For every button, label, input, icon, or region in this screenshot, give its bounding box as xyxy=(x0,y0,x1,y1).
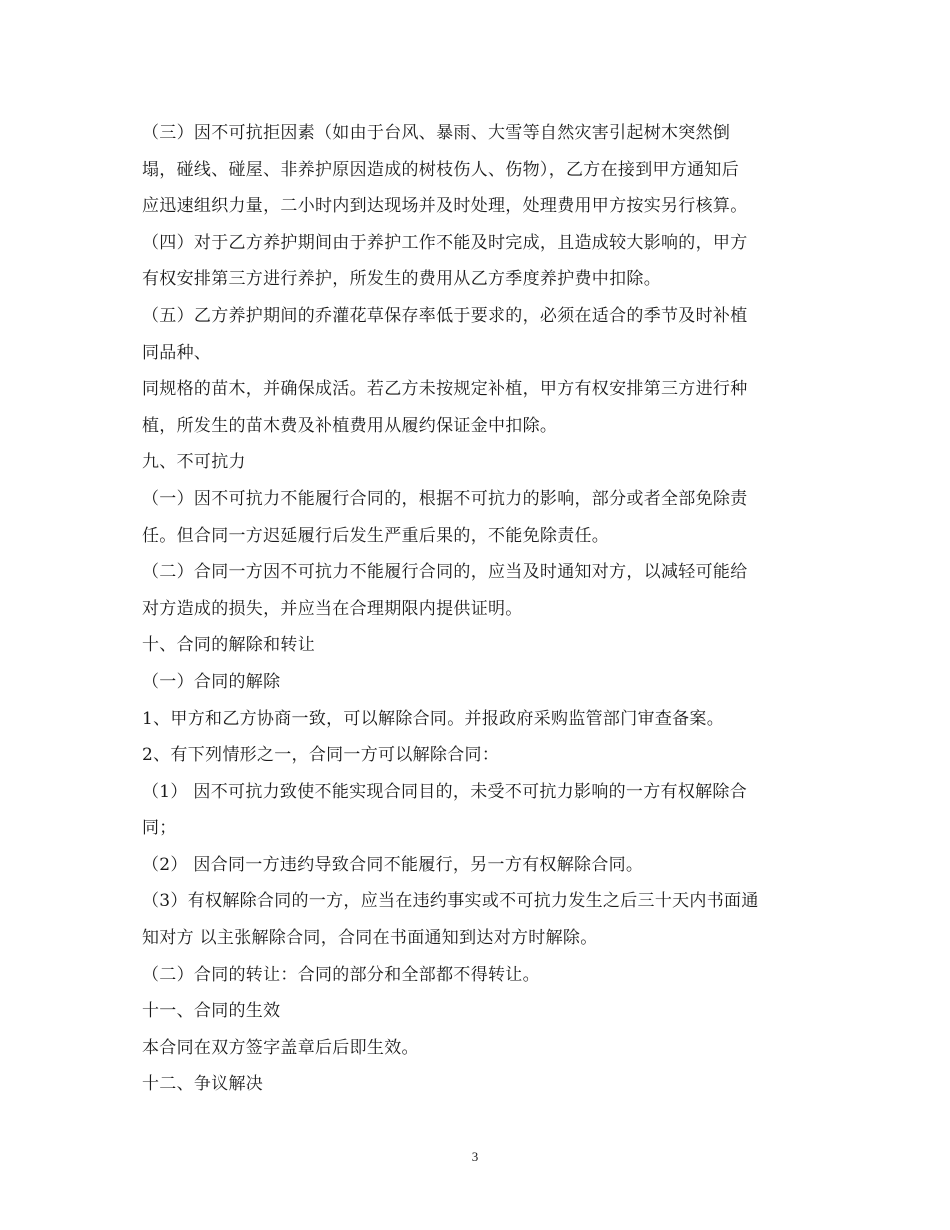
subsection-heading: （一）合同的解除 xyxy=(142,671,281,692)
text-line: 2、有下列情形之一，合同一方可以解除合同： xyxy=(142,745,500,766)
text-line: （一）因不可抗力不能履行合同的，根据不可抗力的影响，部分或者全部免除责 xyxy=(142,488,748,509)
text-line: 有权安排第三方进行养护，所发生的费用从乙方季度养护费中扣除。 xyxy=(142,269,661,290)
text-line: （二）合同一方因不可抗力不能履行合同的，应当及时通知对方，以减轻可能给 xyxy=(142,562,748,583)
text-line: 任。但合同一方迟延履行后发生严重后果的，不能免除责任。 xyxy=(142,525,610,546)
text-line: 对方造成的损失，并应当在合理期限内提供证明。 xyxy=(142,598,523,619)
page-number: 3 xyxy=(471,1149,479,1164)
text-line: 同规格的苗木，并确保成活。若乙方未按规定补植，甲方有权安排第三方进行种 xyxy=(142,379,748,400)
text-line: 塌，碰线、碰屋、非养护原因造成的树枝伤人、伤物），乙方在接到甲方通知后 xyxy=(142,159,739,180)
section-heading: 九、不可抗力 xyxy=(142,452,246,473)
text-line: 植，所发生的苗木费及补植费用从履约保证金中扣除。 xyxy=(142,415,558,436)
text-line: 同品种、 xyxy=(142,342,212,363)
section-heading: 十二、争议解决 xyxy=(142,1074,264,1095)
document-body xyxy=(142,115,812,1103)
text-line: （1） 因不可抗力致使不能实现合同目的，未受不可抗力影响的一方有权解除合 xyxy=(142,781,748,802)
text-line: （四）对于乙方养护期间由于养护工作不能及时完成，且造成较大影响的，甲方 xyxy=(142,232,748,253)
text-line: 知对方 以主张解除合同，合同在书面通知到达对方时解除。 xyxy=(142,928,598,949)
text-line: 应迅速组织力量，二小时内到达现场并及时处理，处理费用甲方按实另行核算。 xyxy=(142,196,748,217)
text-line: 同； xyxy=(142,818,177,839)
text-line: 本合同在双方签字盖章后后即生效。 xyxy=(142,1037,419,1058)
text-line: （五）乙方养护期间的乔灌花草保存率低于要求的，必须在适合的季节及时补植 xyxy=(142,305,748,326)
text-line: （3）有权解除合同的一方，应当在违约事实或不可抗力发生之后三十天内书面通 xyxy=(142,891,759,912)
section-heading: 十一、合同的生效 xyxy=(142,1001,281,1022)
text-line: （2） 因合同一方违约导致合同不能履行，另一方有权解除合同。 xyxy=(142,854,644,875)
text-line: （二）合同的转让：合同的部分和全部都不得转让。 xyxy=(142,964,540,985)
text-line: （三）因不可抗拒因素（如由于台风、暴雨、大雪等自然灾害引起树木突然倒 xyxy=(142,123,731,143)
section-heading: 十、合同的解除和转让 xyxy=(142,635,315,656)
text-line: 1、甲方和乙方协商一致，可以解除合同。并报政府采购监管部门审查备案。 xyxy=(142,708,725,729)
